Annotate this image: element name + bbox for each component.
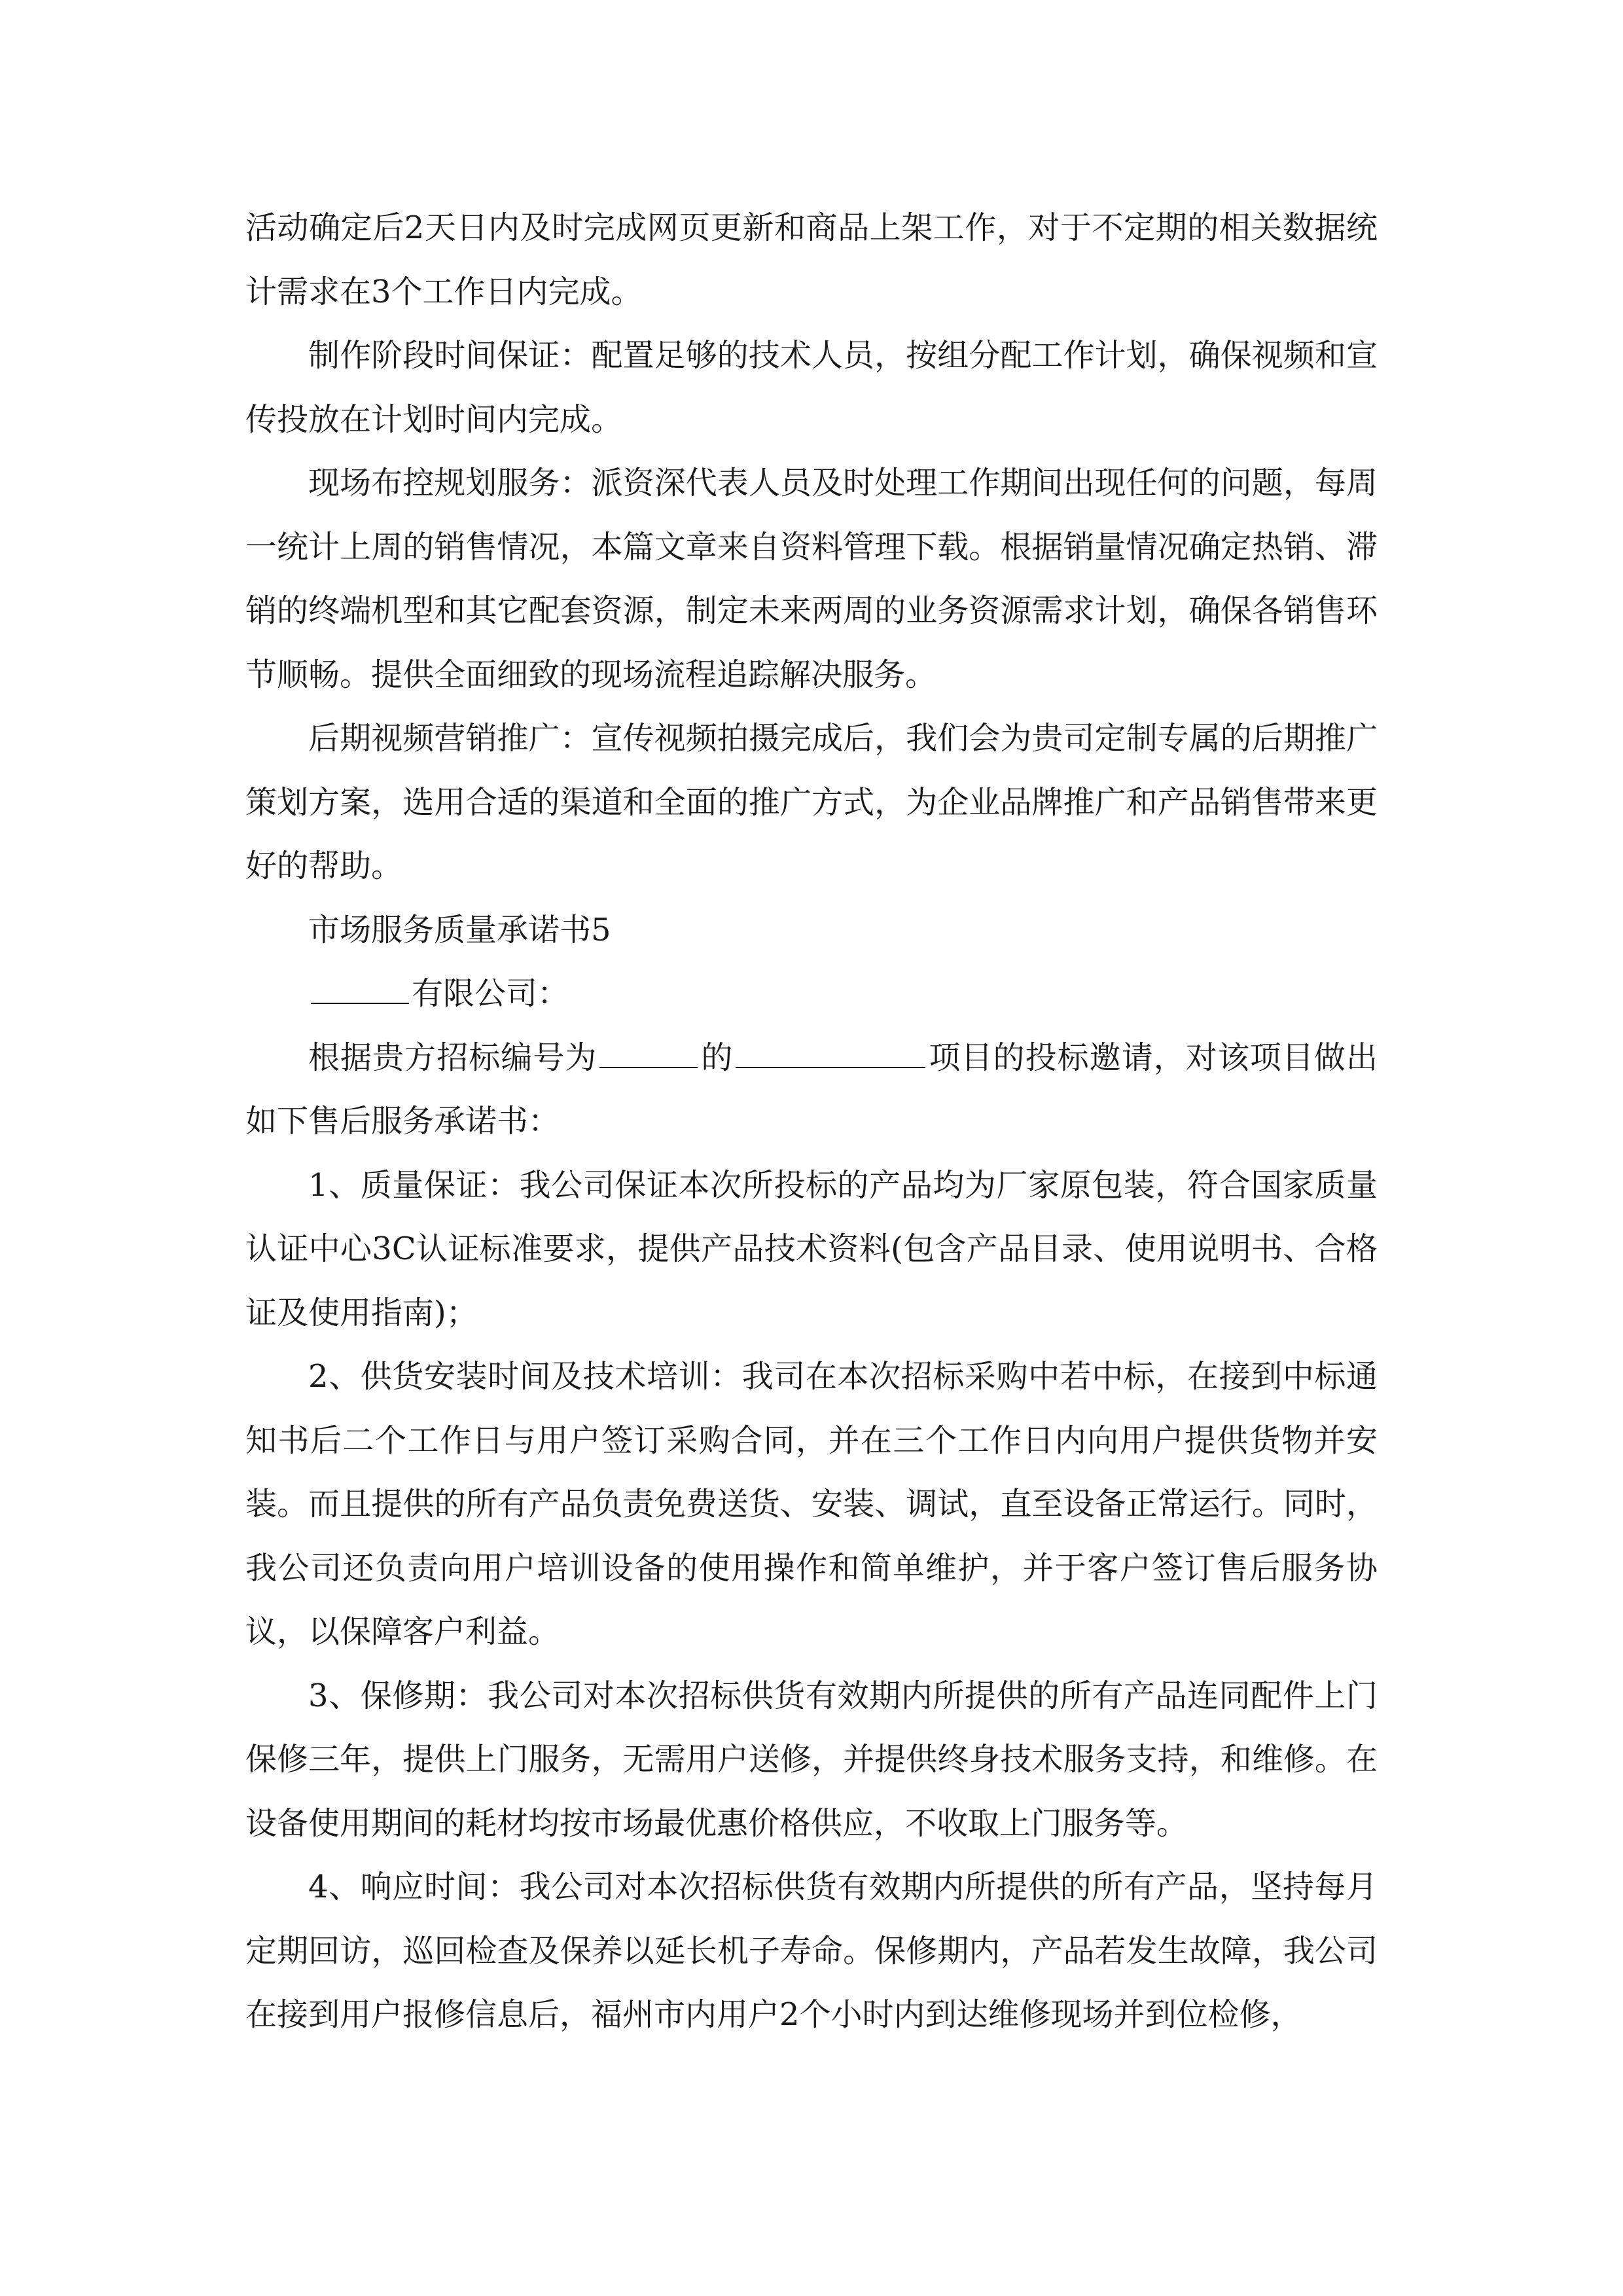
paragraph-production-time: 制作阶段时间保证：配置足够的技术人员，按组分配工作计划，确保视频和宣传投放在计划时间内完成。 — [245, 337, 1378, 438]
paragraph-video-marketing: 后期视频营销推广：宣传视频拍摄完成后，我们会为贵司定制专属的后期推广策划方案，选用合适的渠道和全面的推广方式，为企业品牌推广和产品销售带来更好的帮助。 — [245, 720, 1378, 884]
intro-part-3: 项目的投标邀请，对该项目做出如下售后服务承诺书： — [245, 1039, 1378, 1139]
intro-part-1: 根据贵方招标编号为 — [308, 1039, 597, 1076]
tender-number-blank — [599, 1041, 698, 1068]
item-response-time: 4、响应时间：我公司对本次招标供货有效期内所提供的所有产品，坚持每月定期回访，巡回检查及保养以延长机子寿命。保修期内，产品若发生故障，我公司在接到用户报修信息后，福州市内用户2个小时内到达维修现场并到位检修， — [245, 1869, 1378, 2033]
document-body — [245, 196, 1378, 2047]
paragraph-continuation: 活动确定后2天日内及时完成网页更新和商品上架工作，对于不定期的相关数据统计需求在3个工作日内完成。 — [245, 209, 1378, 310]
intro-part-2: 的 — [700, 1039, 734, 1076]
item-delivery-training: 2、供货安装时间及技术培训：我司在本次招标采购中若中标，在接到中标通知书后二个工作日与用户签订采购合同，并在三个工作日内向用户提供货物并安装。而且提供的所有产品负责免费送货、安装、调试，直至设备正常运行。同时，我公司还负责向用户培训设备的使用操作和简单维护，并于客户签订售后服务协议，以保障客户利益。 — [245, 1358, 1378, 1650]
addressee-line — [245, 962, 1378, 1026]
addressee-text: 有限公司： — [412, 975, 569, 1012]
company-name-blank — [311, 977, 409, 1004]
section-title: 市场服务质量承诺书5 — [308, 911, 611, 948]
project-name-blank — [736, 1041, 925, 1068]
paragraph-onsite-service: 现场布控规划服务：派资深代表人员及时处理工作期间出现任何的问题，每周一统计上周的销售情况，本篇文章来自资料管理下载。根据销量情况确定热销、滞销的终端机型和其它配套资源，制定未来两周的业务资源需求计划，确保各销售环节顺畅。提供全面细致的现场流程追踪解决服务。 — [245, 465, 1378, 693]
item-warranty: 3、保修期：我公司对本次招标供货有效期内所提供的所有产品连同配件上门保修三年，提供上门服务，无需用户送修，并提供终身技术服务支持，和维修。在设备使用期间的耗材均按市场最优惠价格供应，不收取上门服务等。 — [245, 1677, 1378, 1842]
intro-paragraph — [245, 1026, 1378, 1154]
item-quality: 1、质量保证：我公司保证本次所投标的产品均为厂家原包装，符合国家质量认证中心3C认证标准要求，提供产品技术资料(包含产品目录、使用说明书、合格证及使用指南)； — [245, 1166, 1378, 1331]
